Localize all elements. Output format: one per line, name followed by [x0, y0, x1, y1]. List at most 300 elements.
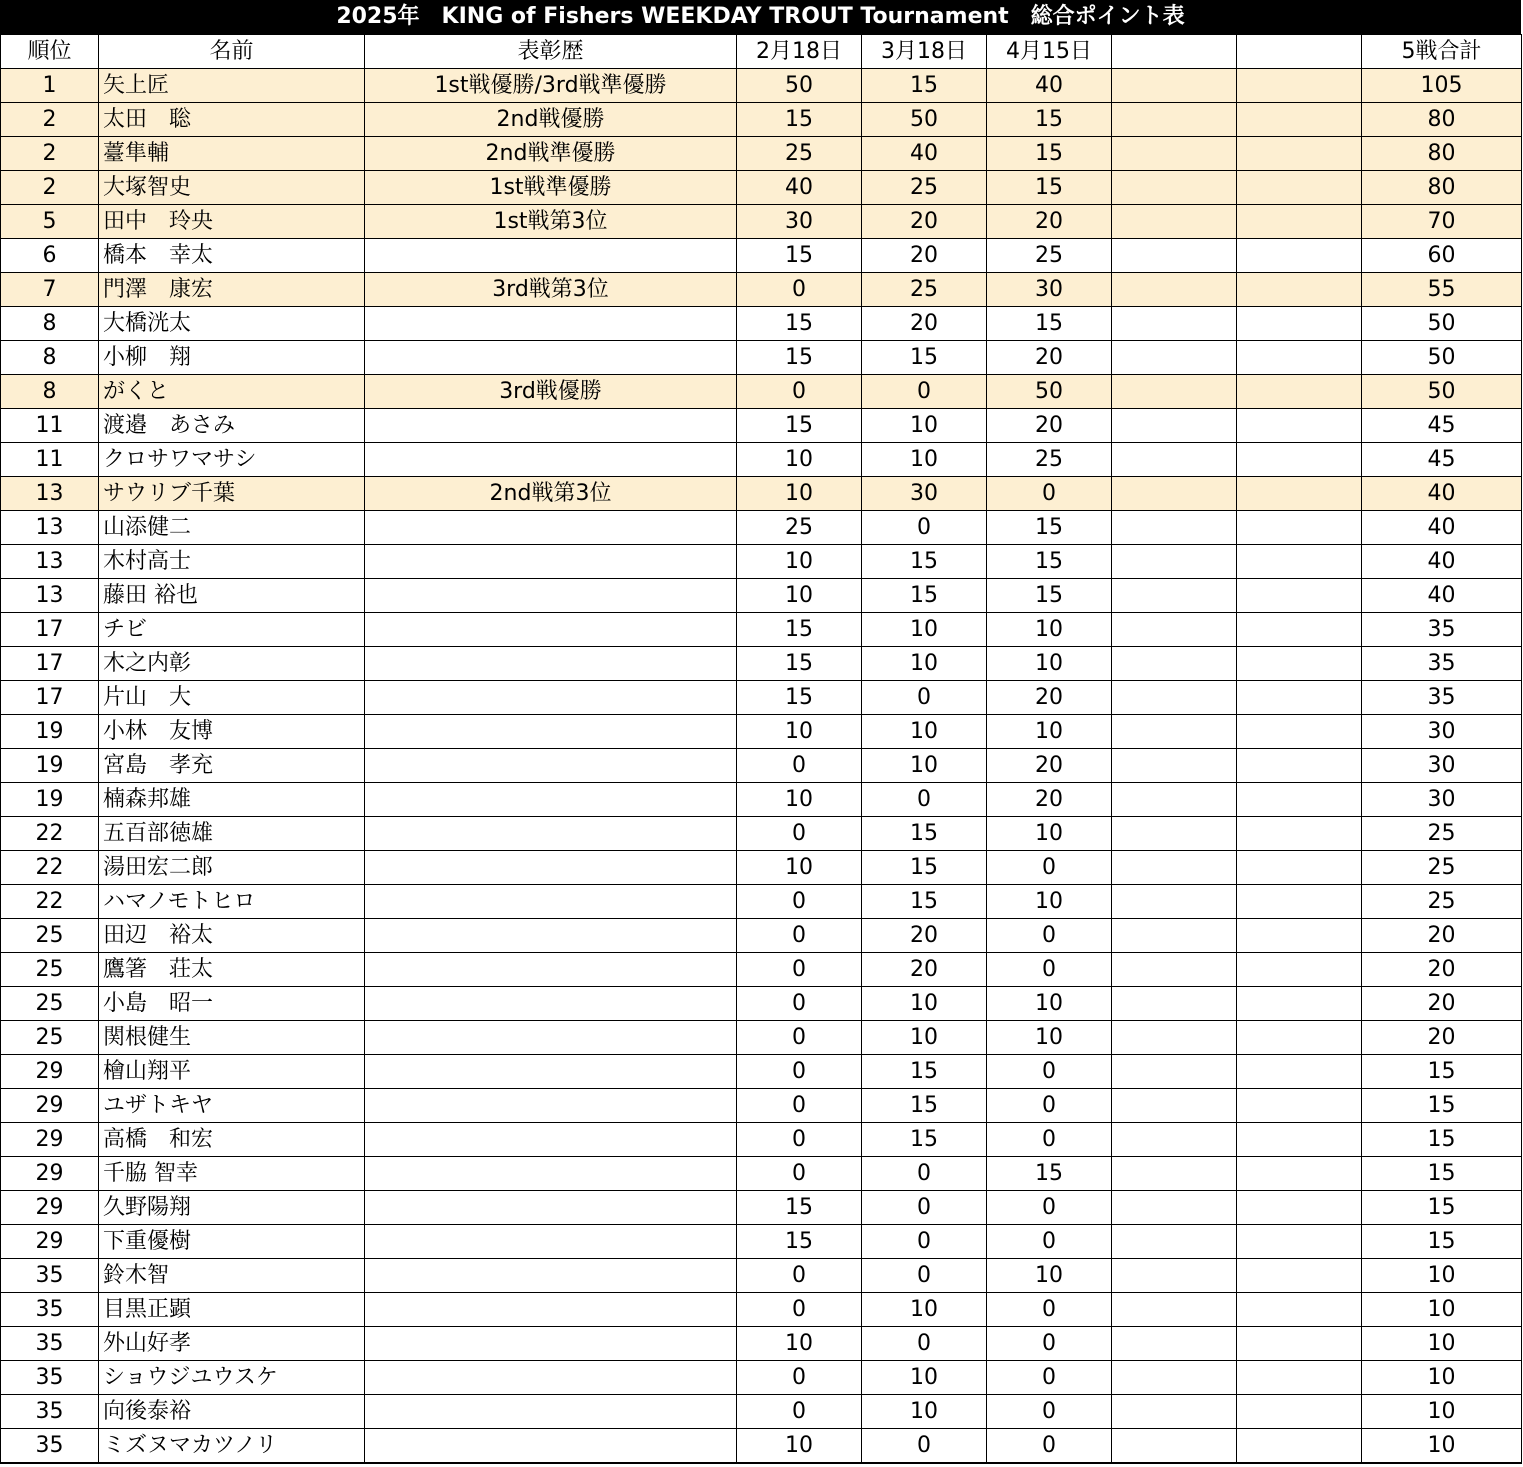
- round-1-points: 15: [737, 409, 862, 443]
- rank-cell: 2: [1, 171, 99, 205]
- round-1-points: 15: [737, 1225, 862, 1259]
- round-3-points: 0: [987, 953, 1112, 987]
- table-row: [1, 409, 1522, 443]
- header-name: 名前: [99, 35, 365, 69]
- name-cell: 田辺 裕太: [99, 919, 365, 953]
- table-row: [1, 239, 1522, 273]
- awards-cell: [365, 1225, 737, 1259]
- rank-cell: 13: [1, 545, 99, 579]
- rank-cell: 19: [1, 783, 99, 817]
- table-row: [1, 1123, 1522, 1157]
- round-1-points: 0: [737, 1395, 862, 1429]
- name-cell: 楠森邦雄: [99, 783, 365, 817]
- total-points: 35: [1362, 647, 1522, 681]
- round-1-points: 10: [737, 579, 862, 613]
- round-1-points: 0: [737, 817, 862, 851]
- round-3-points: 15: [987, 137, 1112, 171]
- round-2-points: 0: [862, 375, 987, 409]
- round-3-points: 0: [987, 1361, 1112, 1395]
- header-awards: 表彰歴: [365, 35, 737, 69]
- total-points: 30: [1362, 715, 1522, 749]
- round-2-points: 0: [862, 681, 987, 715]
- round-5-points: [1237, 1225, 1362, 1259]
- total-points: 25: [1362, 817, 1522, 851]
- name-cell: 小柳 翔: [99, 341, 365, 375]
- table-row: [1, 579, 1522, 613]
- standings-table: [0, 34, 1522, 1464]
- round-3-points: 15: [987, 307, 1112, 341]
- awards-cell: [365, 885, 737, 919]
- round-2-points: 15: [862, 851, 987, 885]
- table-row: [1, 1191, 1522, 1225]
- name-cell: クロサワマサシ: [99, 443, 365, 477]
- round-5-points: [1237, 783, 1362, 817]
- round-1-points: 25: [737, 511, 862, 545]
- sheet-title: 2025年 KING of Fishers WEEKDAY TROUT Tournament 総合ポイント表: [0, 0, 1521, 34]
- round-4-points: [1112, 171, 1237, 205]
- round-3-points: 0: [987, 1327, 1112, 1361]
- total-points: 15: [1362, 1089, 1522, 1123]
- rank-cell: 13: [1, 477, 99, 511]
- round-4-points: [1112, 375, 1237, 409]
- round-5-points: [1237, 1395, 1362, 1429]
- round-2-points: 50: [862, 103, 987, 137]
- rank-cell: 29: [1, 1225, 99, 1259]
- round-3-points: 10: [987, 885, 1112, 919]
- table-row: [1, 1225, 1522, 1259]
- table-row: [1, 919, 1522, 953]
- round-5-points: [1237, 579, 1362, 613]
- round-3-points: 15: [987, 1157, 1112, 1191]
- round-3-points: 10: [987, 715, 1112, 749]
- round-5-points: [1237, 647, 1362, 681]
- total-points: 50: [1362, 307, 1522, 341]
- total-points: 45: [1362, 409, 1522, 443]
- round-2-points: 10: [862, 1021, 987, 1055]
- awards-cell: [365, 1055, 737, 1089]
- table-row: [1, 1429, 1522, 1464]
- round-4-points: [1112, 1361, 1237, 1395]
- rank-cell: 2: [1, 103, 99, 137]
- table-row: [1, 511, 1522, 545]
- name-cell: 小林 友博: [99, 715, 365, 749]
- rank-cell: 29: [1, 1089, 99, 1123]
- awards-cell: [365, 341, 737, 375]
- round-1-points: 10: [737, 545, 862, 579]
- round-2-points: 20: [862, 953, 987, 987]
- round-4-points: [1112, 1055, 1237, 1089]
- table-row: [1, 103, 1522, 137]
- round-1-points: 15: [737, 1191, 862, 1225]
- round-5-points: [1237, 1429, 1362, 1464]
- name-cell: 宮島 孝充: [99, 749, 365, 783]
- round-1-points: 15: [737, 647, 862, 681]
- round-1-points: 0: [737, 885, 862, 919]
- round-5-points: [1237, 137, 1362, 171]
- rank-cell: 35: [1, 1327, 99, 1361]
- rank-cell: 25: [1, 987, 99, 1021]
- round-2-points: 10: [862, 987, 987, 1021]
- round-5-points: [1237, 919, 1362, 953]
- awards-cell: [365, 1021, 737, 1055]
- name-cell: 五百部徳雄: [99, 817, 365, 851]
- table-row: [1, 1395, 1522, 1429]
- round-5-points: [1237, 1089, 1362, 1123]
- round-1-points: 0: [737, 1157, 862, 1191]
- round-1-points: 0: [737, 375, 862, 409]
- round-5-points: [1237, 681, 1362, 715]
- total-points: 30: [1362, 749, 1522, 783]
- awards-cell: [365, 681, 737, 715]
- awards-cell: [365, 239, 737, 273]
- awards-cell: 1st戦優勝/3rd戦準優勝: [365, 69, 737, 103]
- rank-cell: 29: [1, 1157, 99, 1191]
- total-points: 15: [1362, 1055, 1522, 1089]
- total-points: 35: [1362, 681, 1522, 715]
- name-cell: 下重優樹: [99, 1225, 365, 1259]
- total-points: 105: [1362, 69, 1522, 103]
- round-4-points: [1112, 545, 1237, 579]
- round-4-points: [1112, 1191, 1237, 1225]
- table-row: [1, 1055, 1522, 1089]
- round-5-points: [1237, 205, 1362, 239]
- round-4-points: [1112, 851, 1237, 885]
- round-2-points: 0: [862, 1191, 987, 1225]
- round-4-points: [1112, 749, 1237, 783]
- name-cell: 向後泰裕: [99, 1395, 365, 1429]
- rank-cell: 19: [1, 715, 99, 749]
- round-1-points: 10: [737, 1429, 862, 1464]
- round-5-points: [1237, 239, 1362, 273]
- header-round-3: 4月15日: [987, 35, 1112, 69]
- rank-cell: 35: [1, 1395, 99, 1429]
- total-points: 60: [1362, 239, 1522, 273]
- round-2-points: 30: [862, 477, 987, 511]
- total-points: 80: [1362, 137, 1522, 171]
- round-4-points: [1112, 1157, 1237, 1191]
- total-points: 10: [1362, 1361, 1522, 1395]
- round-1-points: 0: [737, 987, 862, 1021]
- name-cell: 木村高士: [99, 545, 365, 579]
- rank-cell: 35: [1, 1259, 99, 1293]
- round-2-points: 10: [862, 715, 987, 749]
- awards-cell: [365, 1191, 737, 1225]
- table-row: [1, 1361, 1522, 1395]
- round-2-points: 15: [862, 1089, 987, 1123]
- round-3-points: 10: [987, 987, 1112, 1021]
- round-2-points: 0: [862, 1157, 987, 1191]
- awards-cell: 3rd戦第3位: [365, 273, 737, 307]
- rank-cell: 7: [1, 273, 99, 307]
- total-points: 80: [1362, 171, 1522, 205]
- total-points: 10: [1362, 1429, 1522, 1464]
- round-4-points: [1112, 1327, 1237, 1361]
- rank-cell: 25: [1, 919, 99, 953]
- header-round-1: 2月18日: [737, 35, 862, 69]
- table-row: [1, 1157, 1522, 1191]
- round-1-points: 0: [737, 1293, 862, 1327]
- name-cell: 関根健生: [99, 1021, 365, 1055]
- round-3-points: 20: [987, 341, 1112, 375]
- rank-cell: 35: [1, 1293, 99, 1327]
- awards-cell: [365, 749, 737, 783]
- round-3-points: 50: [987, 375, 1112, 409]
- round-2-points: 15: [862, 545, 987, 579]
- header-round-4: [1112, 35, 1237, 69]
- total-points: 40: [1362, 579, 1522, 613]
- round-1-points: 15: [737, 307, 862, 341]
- name-cell: 太田 聡: [99, 103, 365, 137]
- round-5-points: [1237, 273, 1362, 307]
- standings-body: [1, 69, 1522, 1464]
- round-2-points: 0: [862, 511, 987, 545]
- total-points: 55: [1362, 273, 1522, 307]
- round-3-points: 0: [987, 1055, 1112, 1089]
- rank-cell: 13: [1, 511, 99, 545]
- name-cell: 久野陽翔: [99, 1191, 365, 1225]
- round-5-points: [1237, 1259, 1362, 1293]
- awards-cell: [365, 1327, 737, 1361]
- round-5-points: [1237, 1293, 1362, 1327]
- round-1-points: 10: [737, 851, 862, 885]
- table-row: [1, 307, 1522, 341]
- round-3-points: 25: [987, 239, 1112, 273]
- round-4-points: [1112, 137, 1237, 171]
- rank-cell: 29: [1, 1123, 99, 1157]
- round-2-points: 20: [862, 205, 987, 239]
- awards-cell: [365, 783, 737, 817]
- name-cell: 片山 大: [99, 681, 365, 715]
- round-4-points: [1112, 953, 1237, 987]
- rank-cell: 25: [1, 953, 99, 987]
- round-1-points: 15: [737, 239, 862, 273]
- name-cell: サウリブ千葉: [99, 477, 365, 511]
- table-row: [1, 205, 1522, 239]
- round-3-points: 0: [987, 851, 1112, 885]
- round-4-points: [1112, 1225, 1237, 1259]
- round-5-points: [1237, 851, 1362, 885]
- rank-cell: 35: [1, 1429, 99, 1464]
- round-4-points: [1112, 239, 1237, 273]
- table-row: [1, 953, 1522, 987]
- round-3-points: 10: [987, 647, 1112, 681]
- table-row: [1, 443, 1522, 477]
- round-5-points: [1237, 341, 1362, 375]
- name-cell: 門澤 康宏: [99, 273, 365, 307]
- rank-cell: 5: [1, 205, 99, 239]
- round-5-points: [1237, 749, 1362, 783]
- name-cell: 鷹箸 荘太: [99, 953, 365, 987]
- table-row: [1, 783, 1522, 817]
- round-3-points: 30: [987, 273, 1112, 307]
- total-points: 15: [1362, 1123, 1522, 1157]
- total-points: 10: [1362, 1327, 1522, 1361]
- round-2-points: 15: [862, 69, 987, 103]
- total-points: 45: [1362, 443, 1522, 477]
- table-row: [1, 817, 1522, 851]
- name-cell: 田中 玲央: [99, 205, 365, 239]
- round-3-points: 0: [987, 919, 1112, 953]
- round-3-points: 20: [987, 409, 1112, 443]
- round-4-points: [1112, 1395, 1237, 1429]
- round-1-points: 0: [737, 273, 862, 307]
- round-2-points: 10: [862, 647, 987, 681]
- awards-cell: [365, 987, 737, 1021]
- rank-cell: 25: [1, 1021, 99, 1055]
- awards-cell: [365, 919, 737, 953]
- round-5-points: [1237, 477, 1362, 511]
- round-2-points: 0: [862, 1429, 987, 1464]
- round-1-points: 15: [737, 103, 862, 137]
- round-3-points: 0: [987, 1429, 1112, 1464]
- name-cell: 大塚智史: [99, 171, 365, 205]
- awards-cell: 3rd戦優勝: [365, 375, 737, 409]
- name-cell: 大橋洸太: [99, 307, 365, 341]
- name-cell: ハマノモトヒロ: [99, 885, 365, 919]
- rank-cell: 22: [1, 885, 99, 919]
- total-points: 20: [1362, 953, 1522, 987]
- name-cell: 山添健二: [99, 511, 365, 545]
- awards-cell: [365, 443, 737, 477]
- round-4-points: [1112, 103, 1237, 137]
- round-4-points: [1112, 1089, 1237, 1123]
- table-row: [1, 171, 1522, 205]
- round-5-points: [1237, 1157, 1362, 1191]
- round-4-points: [1112, 987, 1237, 1021]
- round-1-points: 10: [737, 783, 862, 817]
- name-cell: ショウジユウスケ: [99, 1361, 365, 1395]
- rank-cell: 6: [1, 239, 99, 273]
- round-3-points: 40: [987, 69, 1112, 103]
- round-5-points: [1237, 613, 1362, 647]
- rank-cell: 8: [1, 375, 99, 409]
- round-2-points: 25: [862, 171, 987, 205]
- round-1-points: 15: [737, 613, 862, 647]
- round-4-points: [1112, 409, 1237, 443]
- table-row: [1, 1089, 1522, 1123]
- awards-cell: 2nd戦準優勝: [365, 137, 737, 171]
- round-5-points: [1237, 375, 1362, 409]
- round-4-points: [1112, 919, 1237, 953]
- round-5-points: [1237, 1191, 1362, 1225]
- table-row: [1, 137, 1522, 171]
- total-points: 15: [1362, 1157, 1522, 1191]
- round-1-points: 10: [737, 1327, 862, 1361]
- round-3-points: 0: [987, 1225, 1112, 1259]
- round-1-points: 10: [737, 715, 862, 749]
- round-3-points: 10: [987, 1259, 1112, 1293]
- round-3-points: 20: [987, 205, 1112, 239]
- awards-cell: 1st戦第3位: [365, 205, 737, 239]
- awards-cell: 2nd戦優勝: [365, 103, 737, 137]
- round-2-points: 20: [862, 307, 987, 341]
- table-row: [1, 851, 1522, 885]
- round-2-points: 10: [862, 409, 987, 443]
- header-round-5: [1237, 35, 1362, 69]
- rank-cell: 19: [1, 749, 99, 783]
- header-total: 5戦合計: [1362, 35, 1522, 69]
- table-row: [1, 375, 1522, 409]
- name-cell: 目黒正顕: [99, 1293, 365, 1327]
- table-row: [1, 273, 1522, 307]
- round-4-points: [1112, 579, 1237, 613]
- name-cell: 外山好孝: [99, 1327, 365, 1361]
- total-points: 10: [1362, 1259, 1522, 1293]
- awards-cell: [365, 647, 737, 681]
- round-3-points: 0: [987, 1395, 1112, 1429]
- round-3-points: 15: [987, 103, 1112, 137]
- round-4-points: [1112, 647, 1237, 681]
- round-4-points: [1112, 273, 1237, 307]
- table-row: [1, 341, 1522, 375]
- awards-cell: [365, 953, 737, 987]
- round-3-points: 15: [987, 171, 1112, 205]
- awards-cell: [365, 1259, 737, 1293]
- round-4-points: [1112, 69, 1237, 103]
- round-2-points: 15: [862, 579, 987, 613]
- name-cell: 橋本 幸太: [99, 239, 365, 273]
- name-cell: ミズヌマカツノリ: [99, 1429, 365, 1464]
- round-4-points: [1112, 715, 1237, 749]
- total-points: 40: [1362, 545, 1522, 579]
- name-cell: 千脇 智幸: [99, 1157, 365, 1191]
- name-cell: 檜山翔平: [99, 1055, 365, 1089]
- table-row: [1, 715, 1522, 749]
- awards-cell: [365, 1429, 737, 1464]
- round-4-points: [1112, 783, 1237, 817]
- total-points: 20: [1362, 1021, 1522, 1055]
- awards-cell: [365, 545, 737, 579]
- name-cell: 鈴木智: [99, 1259, 365, 1293]
- total-points: 10: [1362, 1395, 1522, 1429]
- awards-cell: [365, 409, 737, 443]
- header-row: [1, 35, 1522, 69]
- round-1-points: 0: [737, 1361, 862, 1395]
- rank-cell: 13: [1, 579, 99, 613]
- round-5-points: [1237, 171, 1362, 205]
- rank-cell: 8: [1, 307, 99, 341]
- round-5-points: [1237, 545, 1362, 579]
- awards-cell: [365, 715, 737, 749]
- round-5-points: [1237, 953, 1362, 987]
- round-5-points: [1237, 409, 1362, 443]
- total-points: 40: [1362, 477, 1522, 511]
- total-points: 35: [1362, 613, 1522, 647]
- round-2-points: 10: [862, 1395, 987, 1429]
- rank-cell: 35: [1, 1361, 99, 1395]
- round-1-points: 0: [737, 749, 862, 783]
- name-cell: 薹隼輔: [99, 137, 365, 171]
- round-3-points: 10: [987, 613, 1112, 647]
- round-4-points: [1112, 477, 1237, 511]
- round-5-points: [1237, 307, 1362, 341]
- round-2-points: 0: [862, 1225, 987, 1259]
- name-cell: チビ: [99, 613, 365, 647]
- table-row: [1, 1293, 1522, 1327]
- round-4-points: [1112, 1259, 1237, 1293]
- round-3-points: 0: [987, 1191, 1112, 1225]
- round-2-points: 10: [862, 613, 987, 647]
- total-points: 20: [1362, 987, 1522, 1021]
- round-5-points: [1237, 511, 1362, 545]
- round-1-points: 0: [737, 1259, 862, 1293]
- table-row: [1, 1327, 1522, 1361]
- table-row: [1, 69, 1522, 103]
- name-cell: 矢上匠: [99, 69, 365, 103]
- header-round-2: 3月18日: [862, 35, 987, 69]
- round-3-points: 10: [987, 1021, 1112, 1055]
- awards-cell: [365, 579, 737, 613]
